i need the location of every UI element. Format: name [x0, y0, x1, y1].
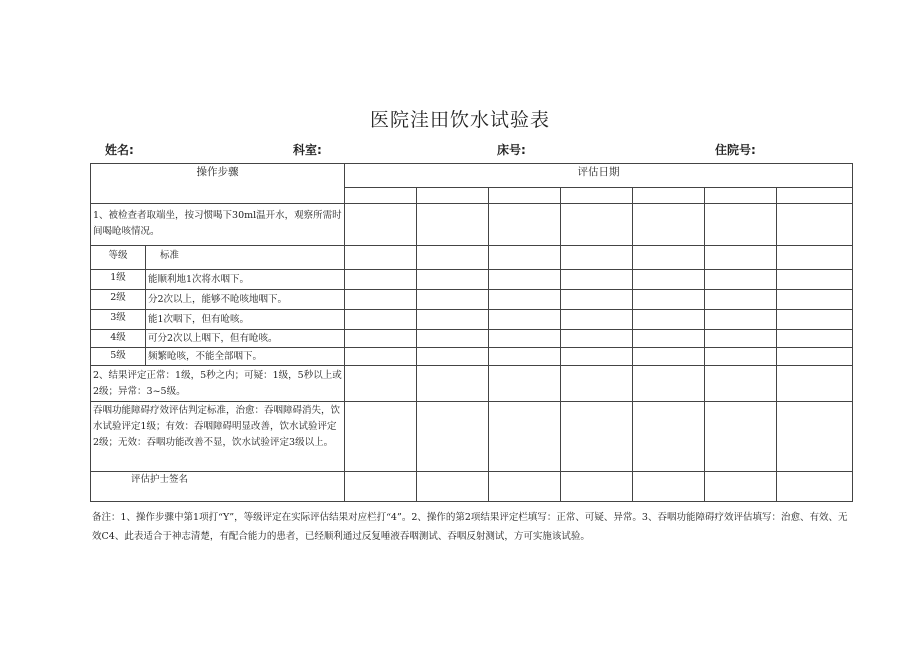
entry-cell[interactable]	[417, 310, 489, 330]
entry-cell[interactable]	[705, 246, 777, 270]
entry-cell[interactable]	[705, 290, 777, 310]
entry-cell[interactable]	[705, 310, 777, 330]
entry-cell[interactable]	[345, 348, 417, 366]
admission-number-label: 住院号:	[715, 143, 756, 157]
entry-cell[interactable]	[345, 330, 417, 348]
entry-cell[interactable]	[417, 204, 489, 246]
entry-cell[interactable]	[777, 246, 853, 270]
date-cell[interactable]	[633, 188, 705, 204]
grade-standard: 频繁呛咳，不能全部咽下。	[146, 348, 345, 366]
grade-standard: 能1次咽下，但有呛咳。	[146, 310, 345, 330]
bed-number-label: 床号:	[497, 143, 526, 157]
entry-cell[interactable]	[345, 246, 417, 270]
signature-cell[interactable]	[633, 472, 705, 502]
entry-cell[interactable]	[489, 290, 561, 310]
signature-cell[interactable]	[345, 472, 417, 502]
entry-cell[interactable]	[561, 348, 633, 366]
entry-cell[interactable]	[777, 348, 853, 366]
entry-cell[interactable]	[777, 270, 853, 290]
entry-cell[interactable]	[561, 204, 633, 246]
entry-cell[interactable]	[777, 290, 853, 310]
entry-cell[interactable]	[345, 290, 417, 310]
entry-cell[interactable]	[417, 402, 489, 472]
entry-cell[interactable]	[561, 270, 633, 290]
entry-cell[interactable]	[345, 310, 417, 330]
entry-cell[interactable]	[633, 348, 705, 366]
entry-cell[interactable]	[561, 366, 633, 402]
entry-cell[interactable]	[561, 402, 633, 472]
entry-cell[interactable]	[345, 204, 417, 246]
signature-cell[interactable]	[489, 472, 561, 502]
entry-cell[interactable]	[417, 348, 489, 366]
date-cell[interactable]	[777, 188, 853, 204]
entry-cell[interactable]	[777, 402, 853, 472]
grade-standard: 分2次以上，能够不呛咳地咽下。	[146, 290, 345, 310]
entry-cell[interactable]	[417, 270, 489, 290]
entry-cell[interactable]	[561, 290, 633, 310]
entry-cell[interactable]	[705, 348, 777, 366]
entry-cell[interactable]	[705, 366, 777, 402]
entry-cell[interactable]	[345, 366, 417, 402]
entry-cell[interactable]	[345, 402, 417, 472]
entry-cell[interactable]	[633, 366, 705, 402]
step-header: 操作步骤	[91, 164, 345, 204]
entry-cell[interactable]	[561, 246, 633, 270]
entry-cell[interactable]	[777, 310, 853, 330]
entry-cell[interactable]	[633, 330, 705, 348]
signature-cell[interactable]	[561, 472, 633, 502]
entry-cell[interactable]	[633, 246, 705, 270]
entry-cell[interactable]	[633, 204, 705, 246]
date-cell[interactable]	[345, 188, 417, 204]
date-cell[interactable]	[705, 188, 777, 204]
entry-cell[interactable]	[489, 246, 561, 270]
entry-cell[interactable]	[417, 330, 489, 348]
entry-cell[interactable]	[489, 402, 561, 472]
department-label: 科室:	[293, 143, 322, 157]
entry-cell[interactable]	[489, 310, 561, 330]
entry-cell[interactable]	[777, 204, 853, 246]
entry-cell[interactable]	[489, 366, 561, 402]
grade-standard: 可分2次以上咽下，但有呛咳。	[146, 330, 345, 348]
water-swallow-test-table	[90, 163, 853, 502]
name-label: 姓名:	[105, 143, 134, 157]
entry-cell[interactable]	[345, 270, 417, 290]
step1-instruction: 1、被检查者取端坐，按习惯喝下30ml温开水，观察所需时间喝呛咳情况。	[91, 204, 345, 246]
grade-label: 2级	[91, 290, 146, 310]
entry-cell[interactable]	[489, 204, 561, 246]
result-criteria: 2、结果评定正常：1级，5秒之内；可疑：1级，5秒以上或2级；异常：3~5级。	[91, 366, 345, 402]
signature-cell[interactable]	[777, 472, 853, 502]
entry-cell[interactable]	[489, 348, 561, 366]
grade-label: 4级	[91, 330, 146, 348]
date-cell[interactable]	[489, 188, 561, 204]
grade-standard: 能顺利地1次将水咽下。	[146, 270, 345, 290]
entry-cell[interactable]	[417, 290, 489, 310]
efficacy-criteria: 吞咽功能障碍疗效评估判定标准，治愈：吞咽障碍消失，饮水试验评定1级；有效：吞咽障碍明显改善，饮水试验评定2级；无效：吞咽功能改善不显，饮水试验评定3级以上。	[91, 402, 345, 472]
standard-column-header: 标准	[146, 246, 345, 270]
entry-cell[interactable]	[777, 366, 853, 402]
grade-column-header: 等级	[91, 246, 146, 270]
entry-cell[interactable]	[417, 366, 489, 402]
entry-cell[interactable]	[561, 330, 633, 348]
entry-cell[interactable]	[705, 204, 777, 246]
entry-cell[interactable]	[705, 402, 777, 472]
entry-cell[interactable]	[777, 330, 853, 348]
entry-cell[interactable]	[417, 246, 489, 270]
entry-cell[interactable]	[561, 310, 633, 330]
grade-label: 5级	[91, 348, 146, 366]
form-title: 医院洼田饮水试验表	[369, 109, 550, 131]
date-cell[interactable]	[561, 188, 633, 204]
signature-cell[interactable]	[705, 472, 777, 502]
assessment-date-header: 评估日期	[345, 164, 853, 188]
nurse-signature-label: 评估护士签名	[91, 472, 345, 502]
entry-cell[interactable]	[705, 270, 777, 290]
entry-cell[interactable]	[489, 270, 561, 290]
date-cell[interactable]	[417, 188, 489, 204]
entry-cell[interactable]	[633, 402, 705, 472]
signature-cell[interactable]	[417, 472, 489, 502]
grade-label: 3级	[91, 310, 146, 330]
entry-cell[interactable]	[633, 290, 705, 310]
entry-cell[interactable]	[633, 310, 705, 330]
remarks: 备注：1、操作步骤中第1项打“Y”，等级评定在实际评估结果对应栏打“4”。2、操作的第2项结果评定栏填写：正常、可疑、异常。3、吞咽功能障碍疗效评估填写：治愈、有效、无效C4、此表适合于神志清楚，有配合能力的患者，已经顺利通过反复唾液吞咽测试、吞咽反射测试，方可实施该试验。	[92, 512, 848, 542]
entry-cell[interactable]	[489, 330, 561, 348]
entry-cell[interactable]	[705, 330, 777, 348]
entry-cell[interactable]	[633, 270, 705, 290]
grade-label: 1级	[91, 270, 146, 290]
